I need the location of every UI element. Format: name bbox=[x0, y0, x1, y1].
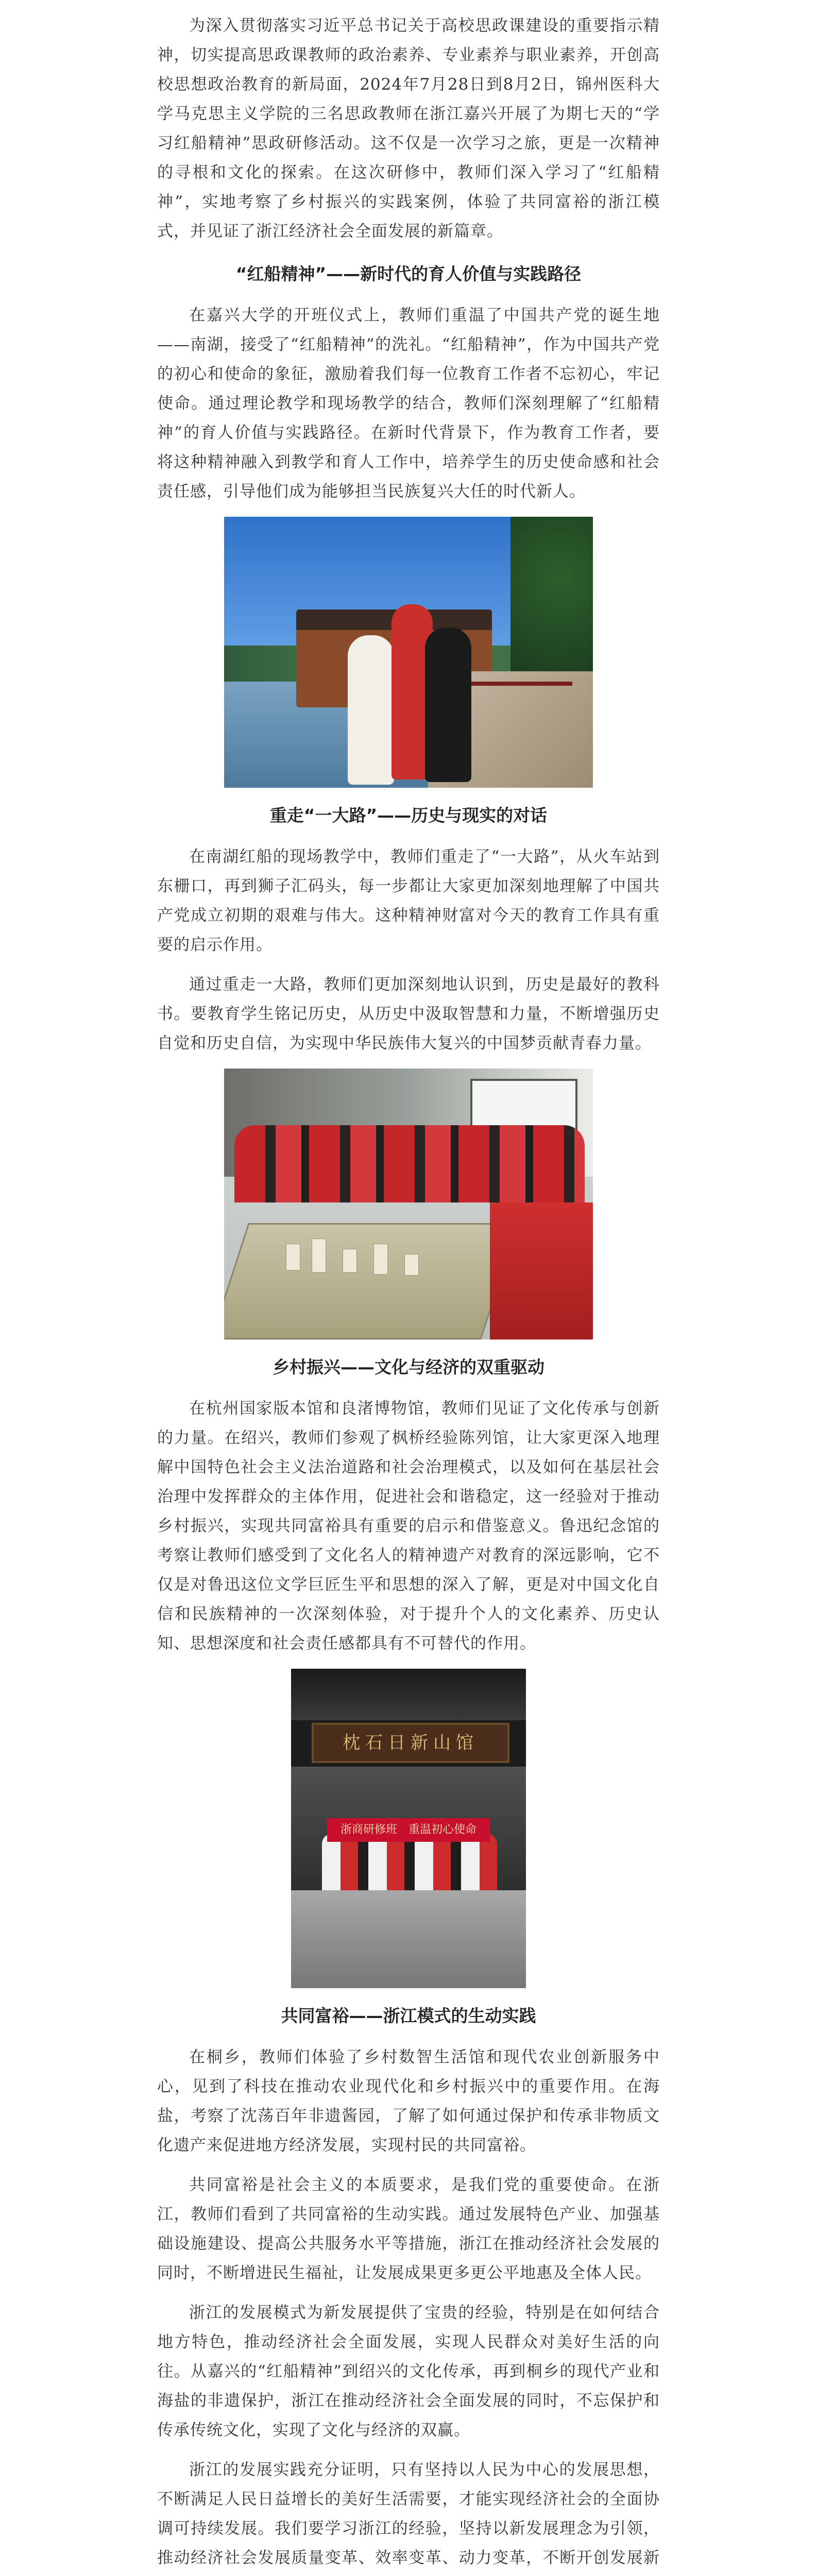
hall-plaque: 枕石日新山馆 bbox=[312, 1723, 509, 1763]
group-banner: 浙商研修班 重温初心使命 bbox=[327, 1818, 490, 1842]
visitor-foreground bbox=[490, 1202, 593, 1340]
model-building bbox=[286, 1244, 300, 1270]
model-building bbox=[343, 1249, 357, 1273]
section-4-paragraph-1: 在桐乡，教师们体验了乡村数智生活馆和现代农业创新服务中心，见到了科技在推动农业现代化和乡村振兴中的重要作用。在海盐，考察了沈荡百年非遗酱园，了解了如何通过保护和传承非物质文化遗产来促进地方经济发展，实现村民的共同富裕。 bbox=[157, 2048, 660, 2155]
visitors-group bbox=[234, 1125, 585, 1202]
section-1-paragraph-1: 在嘉兴大学的开班仪式上，教师们重温了中国共产党的诞生地——南湖，接受了“红船精神”的洗礼。“红船精神”，作为中国共产党的初心和使命的象征，激励着我们每一位教育工作者不忘初心，牢记使命。通过理论教学和现场教学的结合，教师们深刻理解了“红船精神”的育人价值与实践路径。在新时代背景下，作为教育工作者，要将这种精神融入到教学和育人工作中，培养学生的历史使命感和社会责任感，引导他们成为能够担当民族复兴大任的时代新人。 bbox=[157, 306, 660, 501]
intro-paragraph: 为深入贯彻落实习近平总书记关于高校思政课建设的重要指示精神，切实提高思政课教师的政治素养、专业素养与职业素养，开创高校思想政治教育的新局面，2024年7月28日到8月2日，锦州医科大学马克思主义学院的三名思政教师在浙江嘉兴开展了为期七天的“学习红船精神”思政研修活动。这不仅是一次学习之旅，更是一次精神的寻根和文化的探索。在这次研修中，教师们深入学习了“红船精神”，实地考察了乡村振兴的实践案例，体验了共同富裕的浙江模式，并见证了浙江经济社会全面发展的新篇章。 bbox=[157, 16, 660, 241]
teacher-figure-left bbox=[348, 635, 394, 785]
tree-foliage bbox=[510, 517, 593, 671]
model-building bbox=[373, 1244, 388, 1275]
section-4-paragraph-2: 共同富裕是社会主义的本质要求，是我们党的重要使命。在浙江，教师们看到了共同富裕的生动实践。通过发展特色产业、加强基础设施建设、提高公共服务水平等措施，浙江在推动经济社会发展的同时，不断增进民生福祉，让发展成果更多更公平地惠及全体人民。 bbox=[157, 2176, 660, 2282]
section-4-paragraph-4: 浙江的发展实践充分证明，只有坚持以人民为中心的发展思想，不断满足人民日益增长的美好生活需要，才能实现经济社会的全面协调可持续发展。我们要学习浙江的经验，坚持以新发展理念为引领，推动经济社会发展质量变革、效率变革、动力变革，不断开创发展新 bbox=[157, 2461, 660, 2567]
group-photo-people bbox=[322, 1834, 497, 1890]
section-2-paragraph-1: 在南湖红船的现场教学中，教师们重走了“一大路”，从火车站到东栅口，再到狮子汇码头，每一步都让大家更加深刻地理解了中国共产党成立初期的艰难与伟大。这种精神财富对今天的教育工作具有重要的启示作用。 bbox=[157, 848, 660, 954]
photo-south-lake-boat bbox=[224, 517, 593, 788]
article-body bbox=[157, 11, 660, 2576]
section-heading-first-congress-road: 重走“一大路”——历史与现实的对话 bbox=[269, 805, 548, 825]
section-heading-common-prosperity: 共同富裕——浙江模式的生动实践 bbox=[281, 2006, 536, 2026]
photo-memorial-hall-gate bbox=[291, 1669, 526, 1988]
model-building bbox=[404, 1254, 419, 1276]
photo-sand-table-exhibit bbox=[224, 1069, 593, 1340]
teacher-figure-right bbox=[425, 628, 471, 782]
section-2-paragraph-2: 通过重走一大路，教师们更加深刻地认识到，历史是最好的教科书。要教育学生铭记历史，从历史中汲取智慧和力量，不断增强历史自觉和历史自信，为实现中华民族伟大复兴的中国梦贡献青春力量。 bbox=[157, 975, 660, 1053]
gate-beam bbox=[291, 1669, 526, 1720]
section-3-paragraph-1: 在杭州国家版本馆和良渚博物馆，教师们见证了文化传承与创新的力量。在绍兴，教师们参观了枫桥经验陈列馆，让大家更深入地理解中国特色社会主义法治道路和社会治理模式，以及如何在基层社会治理中发挥群众的主体作用，促进社会和谐稳定，这一经验对于推动乡村振兴，实现共同富裕具有重要的启示和借鉴意义。鲁迅纪念馆的考察让教师们感受到了文化名人的精神遗产对教育的深远影响，它不仅是对鲁迅这位文学巨匠生平和思想的深入了解，更是对中国文化自信和民族精神的一次深刻体验，对于提升个人的文化素养、历史认知、思想深度和社会责任感都具有不可替代的作用。 bbox=[157, 1399, 660, 1653]
sand-table-model bbox=[224, 1223, 519, 1340]
section-heading-rural-revitalization: 乡村振兴——文化与经济的双重驱动 bbox=[273, 1357, 544, 1377]
section-heading-red-boat: “红船精神”——新时代的育人价值与实践路径 bbox=[235, 264, 582, 284]
section-4-paragraph-3: 浙江的发展模式为新发展提供了宝贵的经验，特别是在如何结合地方特色，推动经济社会全面发展，实现人民群众对美好生活的向往。从嘉兴的“红船精神”到绍兴的文化传承，再到桐乡的现代产业和海盐的非遗保护，浙江在推动经济社会全面发展的同时，不忘保护和传承传统文化，实现了文化与经济的双赢。 bbox=[157, 2303, 660, 2439]
model-building bbox=[312, 1239, 326, 1273]
stone-ground bbox=[291, 1890, 526, 1988]
